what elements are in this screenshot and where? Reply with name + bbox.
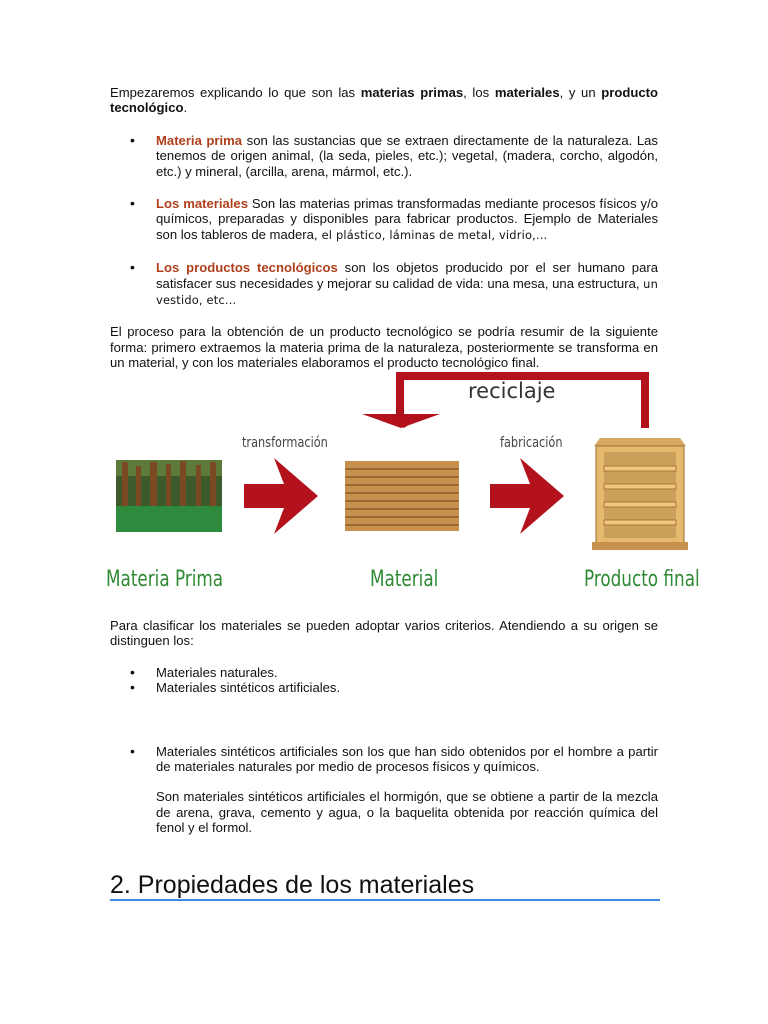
definition-materiales: • Los materiales Son las materias primas transformadas mediante procesos físicos y/o químicos, preparadas y disponibles para fabricar productos. Ejemplo de Materiales son los tableros de madera, el plástico, láminas de metal, vidrio,... — [110, 196, 658, 243]
stage-producto-final: Producto final — [584, 567, 700, 592]
synthetic-example: Son materiales sintéticos artificiales el hormigón, que se obtiene a partir de la mezcla de arena, grava, cemento y agua, o la baquelita obtenida por reacción química del fenol y el formol. — [156, 789, 658, 836]
forest-image — [116, 460, 222, 532]
wood-planks-image — [345, 461, 459, 531]
intro-paragraph: Empezaremos explicando lo que son las materias primas, los materiales, y un producto tecnológico. — [110, 85, 658, 116]
stage-materia-prima: Materia Prima — [106, 567, 224, 592]
classification-section — [110, 618, 658, 836]
process-paragraph: El proceso para la obtención de un producto tecnológico se podría resumir de la siguiente forma: primero extraemos la materia prima de la naturaleza, posteriormente se transforma en un material, y con los materiales elaboramos el producto tecnológico final. — [110, 324, 658, 371]
definitions-list — [110, 133, 658, 309]
synthetic-list — [110, 744, 658, 836]
section-heading: 2. Propiedades de los materiales — [110, 878, 660, 901]
definition-materia-prima: • Materia prima son las sustancias que se extraen directamente de la naturaleza. Las tenemos de origen animal, (la seda, pieles, etc.); vegetal, (madera, corcho, algodón, etc.) y mineral, (arcilla, arena, mármol, etc.). — [110, 133, 658, 179]
list-item: • Materiales naturales. — [110, 665, 658, 680]
list-item: • Materiales sintéticos artificiales. — [110, 680, 658, 695]
bookshelf-image — [592, 438, 688, 550]
stage-material: Material — [370, 567, 439, 592]
term-materiales: materiales — [494, 85, 560, 100]
transformation-label: transformación — [242, 435, 328, 451]
term-materias-primas: materias primas — [360, 85, 464, 100]
process-diagram — [104, 366, 710, 606]
fabrication-arrow — [490, 458, 564, 534]
recycle-arrowhead — [362, 414, 440, 428]
fabrication-label: fabricación — [500, 435, 563, 451]
synthetic-item: • Materiales sintéticos artificiales son los que han sido obtenidos por el hombre a partir de materiales naturales por medio de procesos físicos y químicos. Son materiales sintéticos artificiales el hormigón, que se obtiene a partir de la mezcla de arena, grava, cemento y agua, o la baquelita obtenida por reacción química del fenol y el formol. — [110, 744, 658, 836]
recycle-label: reciclaje — [468, 379, 556, 403]
classification-list — [110, 665, 658, 696]
classification-intro: Para clasificar los materiales se pueden adoptar varios criterios. Atendiendo a su origen se distinguen los: — [110, 618, 658, 649]
transformation-arrow — [244, 458, 318, 534]
document-body — [110, 85, 658, 371]
term-producto-tecnologico: producto tecnológico — [110, 85, 658, 116]
definition-productos-tecnologicos: • Los productos tecnológicos son los objetos producido por el ser humano para satisfacer sus necesidades y mejorar su calidad de vida: una mesa, una estructura, un vestido, etc... — [110, 260, 658, 308]
